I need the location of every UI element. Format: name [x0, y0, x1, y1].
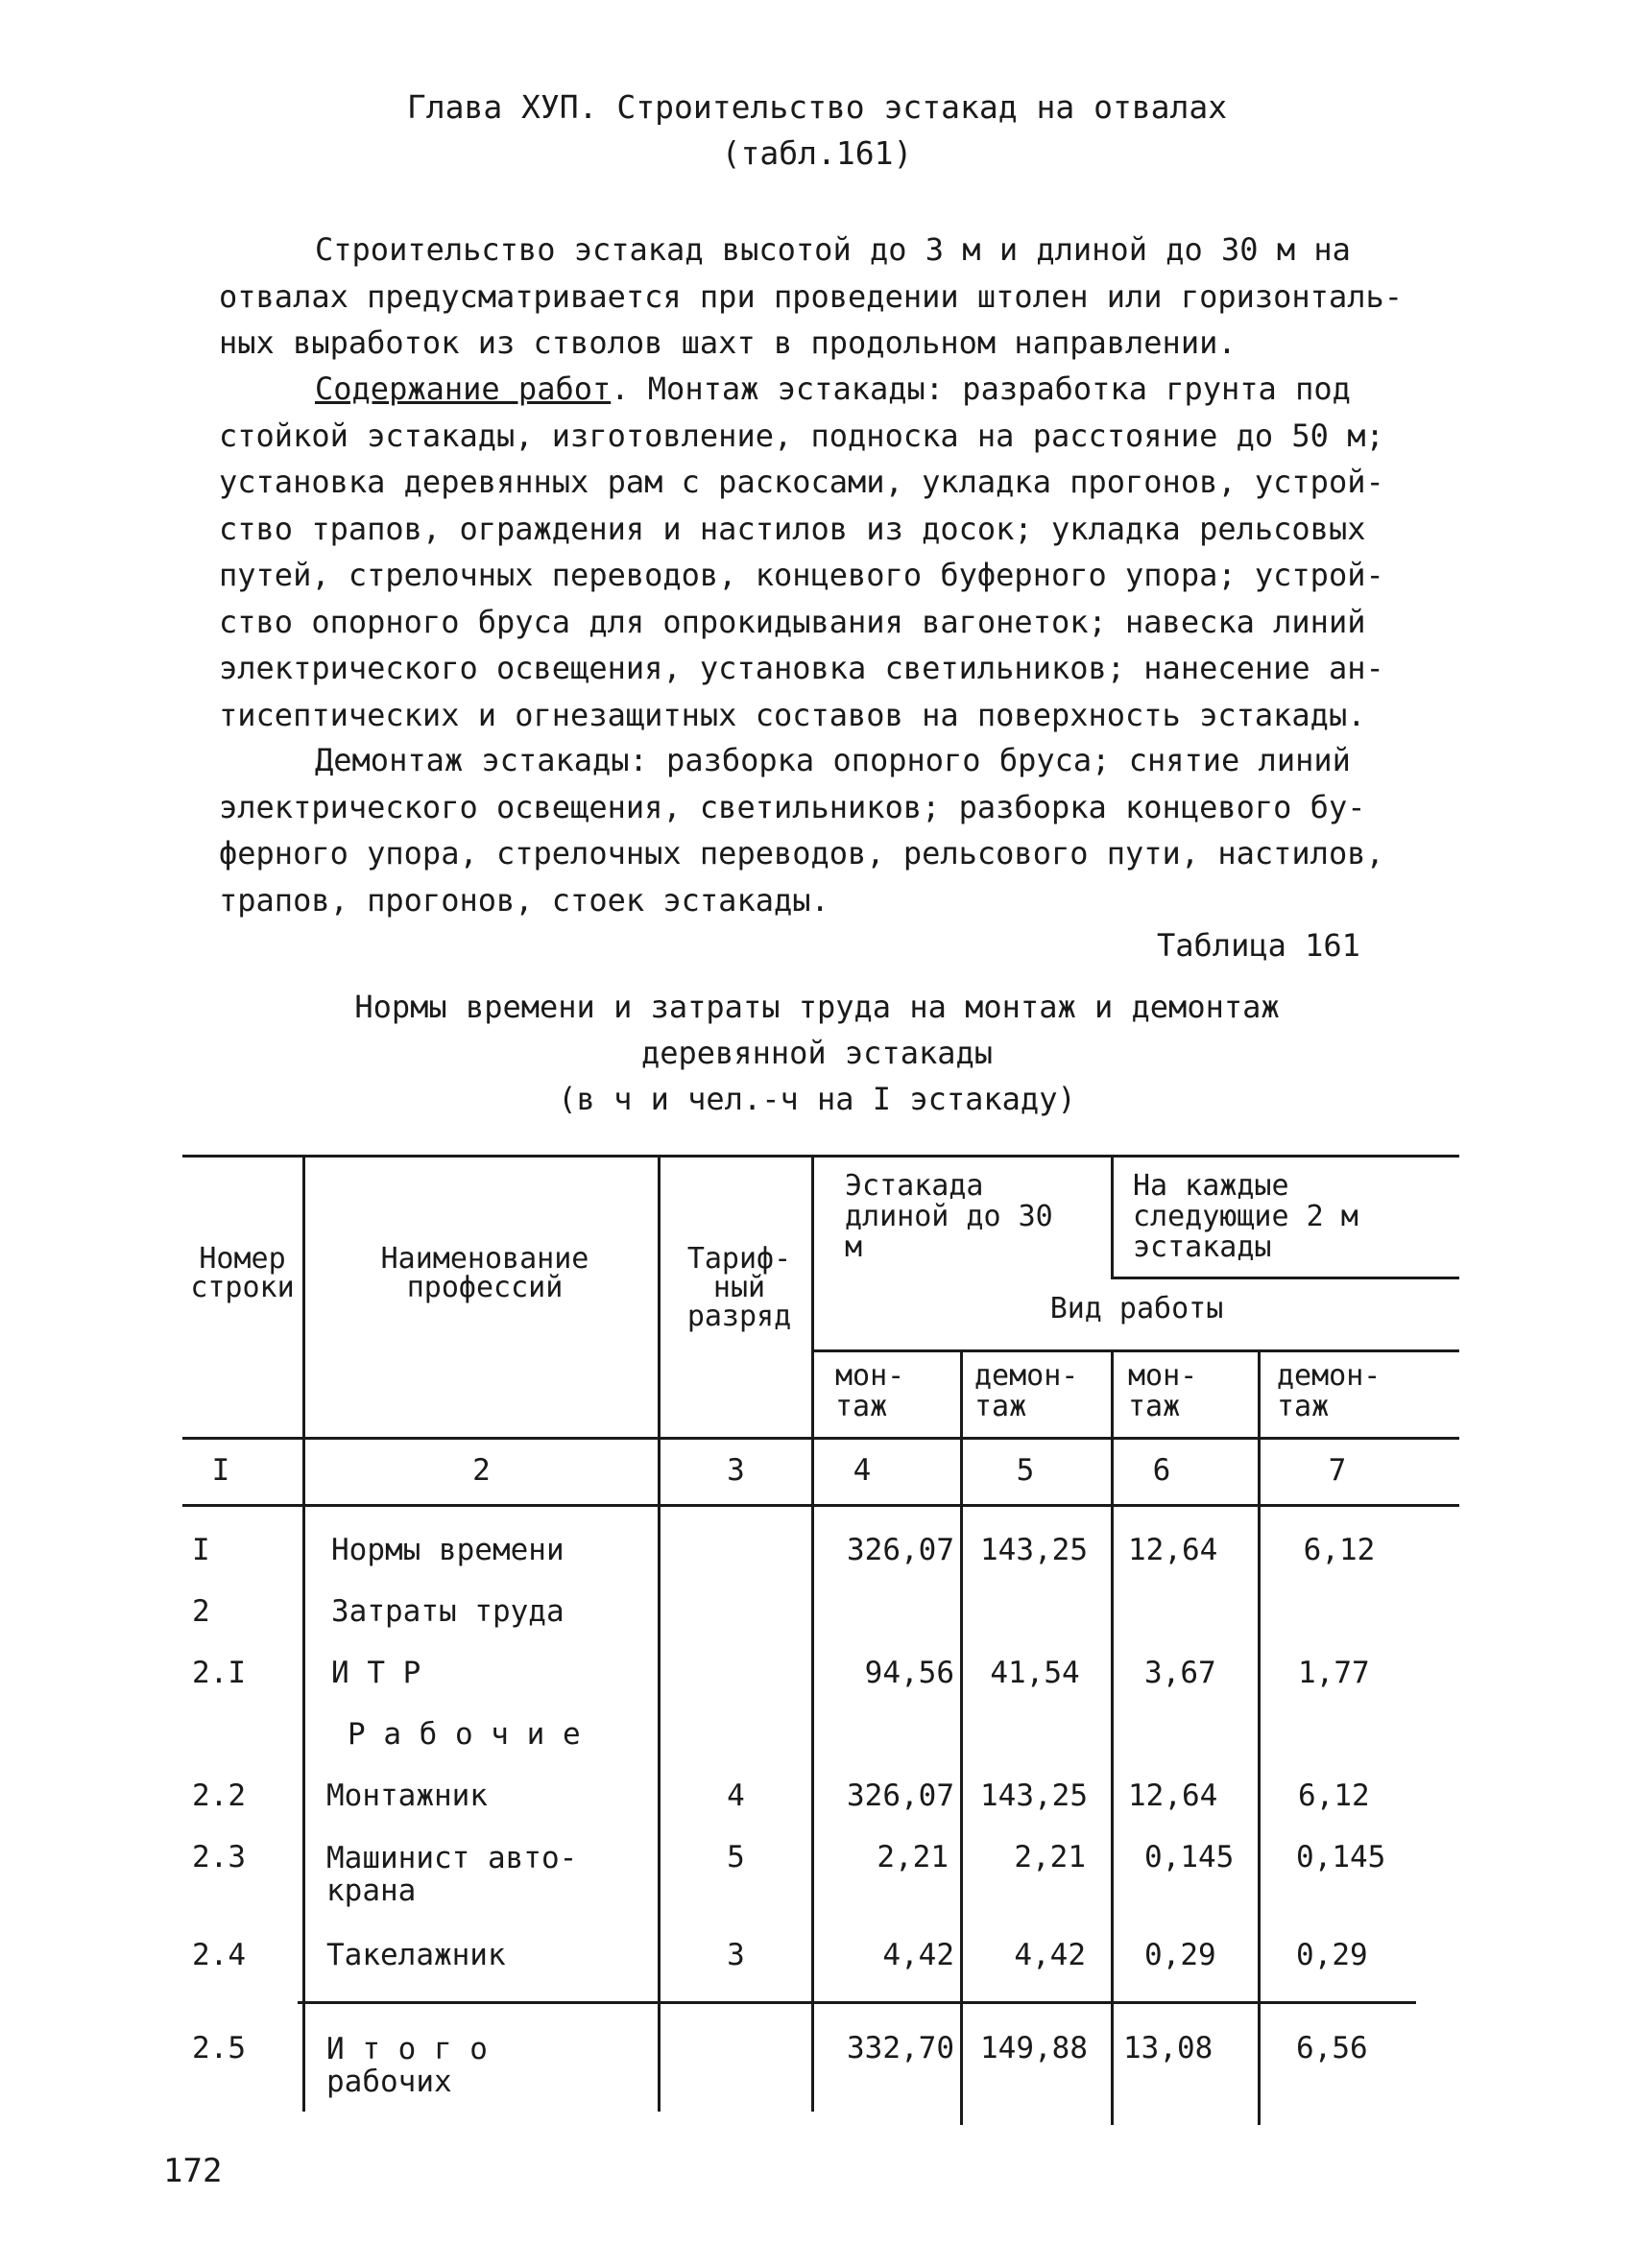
grade-value: 3: [727, 1938, 745, 1972]
profession-name: Машинист авто- крана: [326, 1841, 578, 1908]
value-mount: 332,70: [847, 2031, 954, 2065]
value-dismount: 41,54: [990, 1656, 1080, 1690]
grade-value: 5: [727, 1840, 745, 1874]
text-line: Строительство эстакад высотой до 3 м и длиной до 30 м на: [315, 231, 1351, 268]
value-dismount-per-2m: 0,29: [1296, 1938, 1368, 1972]
text-line: электрического освещения, установка светильников; нанесение ан-: [219, 650, 1384, 686]
text-line: стойкой эстакады, изготовление, подноска на расстояние до 50 м;: [219, 417, 1384, 454]
value-dismount-per-2m: 6,12: [1298, 1779, 1370, 1813]
header-rule: [1111, 1277, 1459, 1279]
value-mount: 326,07: [847, 1533, 954, 1567]
profession-name: Затраты труда: [331, 1594, 565, 1629]
table-label: Таблица 161: [1157, 927, 1360, 964]
value-dismount-per-2m: 6,12: [1303, 1533, 1376, 1567]
header-group-each-2m: На каждые следующие 2 м эстакады: [1133, 1169, 1358, 1264]
profession-name: Такелажник: [326, 1938, 506, 1972]
header-profession: Наименование профессий: [380, 1242, 589, 1304]
header-dismount: демон- таж: [974, 1359, 1079, 1423]
column-number: I: [211, 1453, 230, 1488]
value-mount-per-2m: 12,64: [1128, 1779, 1218, 1813]
value-mount: 326,07: [847, 1779, 954, 1813]
profession-name: Нормы времени: [331, 1533, 565, 1567]
text-line: установка деревянных рам с раскосами, укладка прогонов, устрой-: [219, 464, 1384, 500]
row-number: 2.3: [192, 1840, 246, 1874]
value-dismount: 143,25: [980, 1533, 1088, 1567]
value-mount-per-2m: 12,64: [1128, 1533, 1218, 1567]
value-dismount: 143,25: [980, 1779, 1088, 1813]
header-dismount: демон- таж: [1277, 1359, 1382, 1423]
value-dismount-per-2m: 6,56: [1296, 2031, 1368, 2065]
table-caption-line: деревянной эстакады: [640, 1035, 994, 1071]
grade-value: 4: [727, 1779, 745, 1813]
column-number: 2: [472, 1453, 491, 1488]
value-dismount: 149,88: [980, 2031, 1088, 2065]
text-line: ство опорного бруса для опрокидывания вагонеток; навеска линий: [219, 603, 1366, 640]
work-content-label: Содержание работ: [315, 370, 612, 407]
text-line: ство трапов, ограждения и настилов из досок; укладка рельсовых: [219, 510, 1366, 547]
header-bottom-rule: [182, 1437, 1459, 1440]
text-line: электрического освещения, светильников; разборка концевого бу-: [219, 788, 1366, 825]
value-mount-per-2m: 3,67: [1144, 1656, 1216, 1690]
profession-name: И Т Р: [331, 1656, 421, 1690]
row-number: 2.2: [192, 1779, 246, 1813]
work-content-paragraph: [219, 366, 1467, 738]
text-line: Демонтаж эстакады: разборка опорного бруса; снятие линий: [315, 742, 1351, 778]
column-divider: [302, 1157, 305, 2112]
value-mount: 2,21: [877, 1840, 949, 1874]
chapter-subtitle: (табл.161): [721, 134, 913, 172]
header-work-type: Вид работы: [1049, 1292, 1224, 1325]
value-dismount-per-2m: 0,145: [1296, 1840, 1386, 1874]
value-dismount: 4,42: [1014, 1938, 1086, 1972]
page-number: 172: [163, 2152, 223, 2190]
row-number: 2.I: [192, 1656, 246, 1690]
value-mount-per-2m: 0,29: [1144, 1938, 1216, 1972]
header-row-number: Номер строки: [190, 1242, 295, 1304]
text-line: путей, стрелочных переводов, концевого буферного упора; устрой-: [219, 557, 1384, 593]
column-number: 5: [1016, 1453, 1035, 1488]
table-top-rule: [182, 1155, 1459, 1158]
header-mount: мон- таж: [835, 1359, 905, 1423]
chapter-title: Глава ХУП. Строительство эстакад на отвалах: [406, 88, 1228, 126]
table-caption-line: (в ч и чел.-ч на I эстакаду): [558, 1081, 1076, 1117]
column-divider: [1111, 1157, 1114, 1277]
header-rule: [811, 1349, 1459, 1352]
total-rule: [298, 2001, 1416, 2004]
header-mount: мон- таж: [1128, 1359, 1198, 1423]
profession-name: И т о г о рабочих: [326, 2032, 488, 2099]
row-number: 2.4: [192, 1938, 246, 1972]
column-number: 6: [1152, 1453, 1171, 1488]
column-number: 3: [727, 1453, 745, 1488]
column-number: 7: [1328, 1453, 1347, 1488]
value-mount-per-2m: 13,08: [1123, 2031, 1213, 2065]
text-line: трапов, прогонов, стоек эстакады.: [219, 881, 829, 919]
row-number: I: [192, 1533, 210, 1567]
text-line: ных выработок из стволов шахт в продольном направлении.: [219, 324, 1237, 361]
value-mount: 94,56: [864, 1656, 954, 1690]
header-group-30m: Эстакада длиной до 30 м: [845, 1169, 1053, 1264]
text-fragment: . Монтаж эстакады: разработка грунта под: [611, 370, 1351, 407]
workers-subheading: Р а б о ч и е: [348, 1717, 581, 1752]
table-caption-line: Нормы времени и затраты труда на монтаж и демонтаж: [354, 989, 1280, 1025]
column-number: 4: [853, 1453, 872, 1488]
value-mount-per-2m: 0,145: [1144, 1840, 1235, 1874]
text-line: ферного упора, стрелочных переводов, рельсового пути, настилов,: [219, 835, 1384, 871]
intro-paragraph: [219, 227, 1467, 367]
column-numbers-rule: [182, 1504, 1459, 1507]
value-dismount: 2,21: [1014, 1840, 1086, 1874]
text-line: отвалах предусматривается при проведении штолен или горизонталь-: [219, 277, 1403, 315]
dismantling-paragraph: [219, 737, 1467, 923]
text-line: тисептических и огнезащитных составов на поверхность эстакады.: [219, 696, 1366, 733]
text-line: [219, 366, 1467, 413]
value-dismount-per-2m: 1,77: [1298, 1656, 1370, 1690]
profession-name: Монтажник: [326, 1779, 488, 1813]
value-mount: 4,42: [882, 1938, 954, 1972]
row-number: 2: [192, 1594, 210, 1629]
header-grade: Тариф- ный разряд: [686, 1242, 792, 1333]
row-number: 2.5: [192, 2031, 246, 2065]
